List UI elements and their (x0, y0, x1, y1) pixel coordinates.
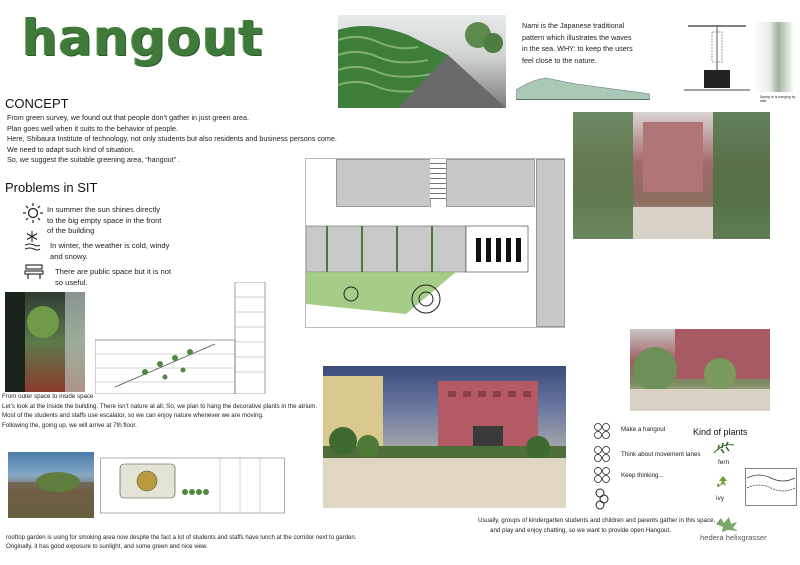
atrium-line: Most of the students and staffs use escalator, so we can enjoy nature whenever we are moving. (2, 412, 264, 420)
problem-line: of the building (47, 226, 95, 235)
concept-heading: CONCEPT (5, 96, 69, 111)
bench-icon (24, 262, 44, 280)
nami-text (522, 20, 672, 66)
sun-icon (22, 202, 44, 224)
keep-thinking-step-icon (593, 467, 611, 483)
nami-line: Nami is the Japanese traditional (522, 21, 625, 30)
snow-wind-icon (22, 230, 42, 252)
plaza-rendering (323, 366, 566, 508)
atrium-line: Let’s look at the inside the building. There isn’t nature at all. So, we plan to hang the decorative plants in the atrium. (2, 403, 318, 410)
concept-line: Here, Shibaura Institute of technology, not only students but also residents and business persons come. (7, 134, 337, 143)
nami-line: in the sea. WHY: to keep the users (522, 44, 633, 53)
step-label: Make a hangout (621, 426, 666, 433)
hangout-step-icon (593, 423, 611, 439)
concept-line: So, we suggest the suitable greening area, “hangout” . (7, 155, 181, 164)
plant-label: hedera helixgrasser (700, 533, 767, 542)
plant-label: ivy (716, 495, 724, 502)
building-block (336, 159, 431, 207)
movement-step-icon (593, 446, 611, 462)
rooftop-description (6, 533, 426, 551)
atrium-description (2, 402, 322, 430)
concept-line: Plan goes well when it suits to the behavior of people. (7, 123, 179, 133)
poster-title: hangout (22, 9, 264, 67)
site-plan (305, 158, 565, 328)
problem-line: and snowy. (50, 251, 88, 261)
street-rendering (338, 15, 506, 108)
plant-label: fern (718, 459, 730, 466)
concept-text (7, 113, 337, 166)
fern-icon (713, 441, 735, 455)
rooftop-line: Originally, it has good exposure to sunlight, and some green and nice view. (6, 543, 208, 550)
outer-inside-caption: From outer space to inside space (2, 393, 94, 400)
gathering-line: Usually, groups of kindergarten students and children and parents gather in this space, (478, 517, 716, 524)
stairs (430, 159, 446, 199)
problem-line: so useful. (55, 277, 88, 287)
wave-lane-diagram (745, 468, 797, 506)
concept-line: We need to adapt such kind of situation. (7, 144, 135, 154)
tree-plaza-rendering (630, 329, 770, 411)
building-block (446, 159, 535, 207)
nami-line: pattern which illustrates the waves (522, 32, 632, 42)
problem-item (50, 241, 210, 262)
plants-heading: Kind of plants (693, 427, 748, 437)
building-block (536, 159, 565, 327)
final-step-icon (594, 488, 610, 510)
step-label: Think about movement lanes (621, 451, 701, 458)
rooftop-line: rooftop garden is using for smoking area now despite the fact a lot of students and staffs have lunch at the corridor next to garden. (6, 534, 357, 541)
gathering-line: and play and enjoy chatting, so we want to provide open Hangout. (490, 527, 671, 534)
concept-line: From green survey, we found out that people don’t gather in just green area. (7, 113, 249, 122)
atrium-photo (5, 292, 85, 392)
problem-item (47, 205, 207, 237)
hanging-structure-detail (684, 20, 750, 92)
atrium-line: Following the, going up, we will arrive at 7th floor. (2, 421, 137, 429)
problem-line: In summer the sun shines directly (47, 205, 161, 214)
atrium-section-drawing (95, 282, 280, 394)
spring-caption: Spring le is hanging by wall (760, 95, 796, 103)
problem-line: In winter, the weather is cold, windy (50, 241, 170, 250)
problem-line: There are public space but it is not (55, 267, 172, 276)
step-label: Keep thinking... (621, 472, 664, 479)
problem-line: to the big empty space in the front (47, 215, 162, 225)
spring-leaf-sketch (754, 22, 794, 92)
nami-line: feel close to the nature. (522, 55, 597, 65)
ivy-icon (714, 474, 732, 490)
rooftop-photo (8, 452, 94, 518)
wave-section-diagram (516, 72, 650, 100)
gathering-description (478, 516, 738, 536)
corridor-rendering (573, 112, 770, 239)
rooftop-plan (100, 448, 285, 526)
problems-heading: Problems in SIT (5, 180, 98, 195)
